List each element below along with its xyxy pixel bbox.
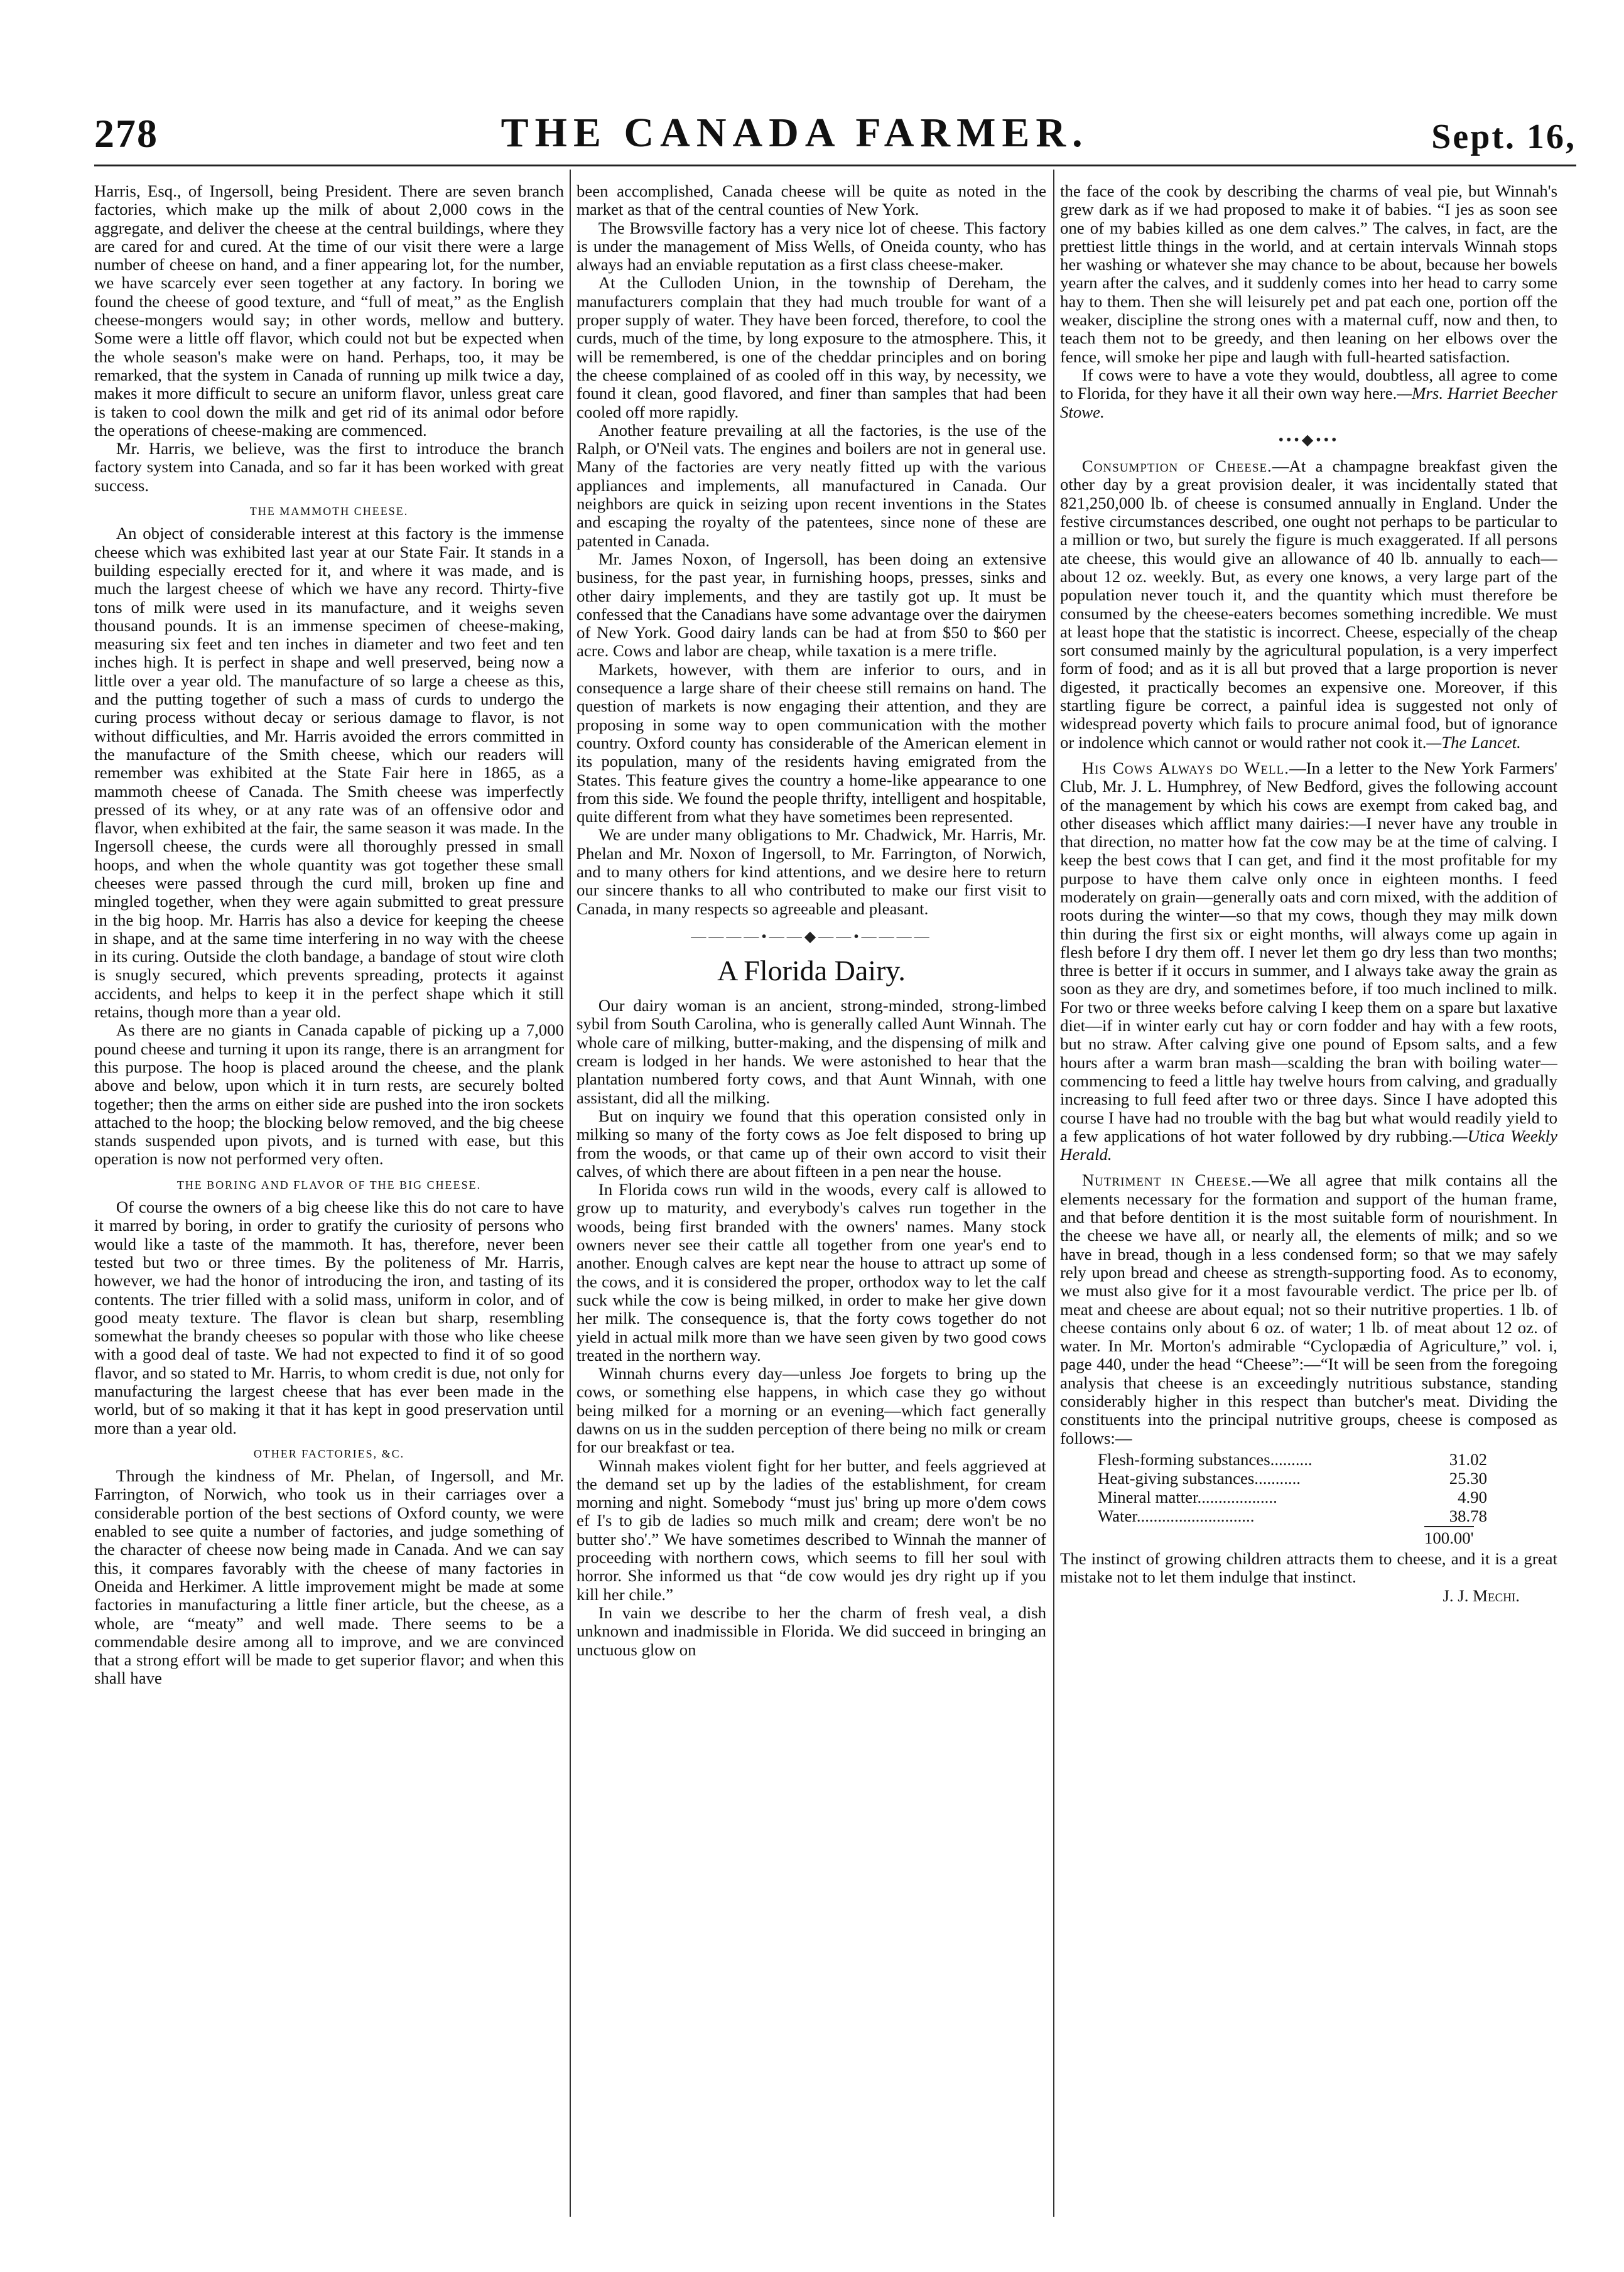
article-paragraph: Through the kindness of Mr. Phelan, of Ingersoll, and Mr. Farrington, of Norwich, who took us in their carriages over a considerable portion of the best sections of Oxford county, we were enabled to see quite a number of factories, and judge something of the character of cheese now being made in Canada. And we can say this, it compares favorably with the cheese of many factories in Oneida and Herkimer. A little improvement might be made at some factories in manufacturing a little finer article, but the cheese, as a whole, are “meaty” and well made. There seems to be a commendable desire among all to improve, and we are convinced that a strong effort will be made to get superior flavor; and when this shall have (94, 1466, 564, 1688)
paragraph-text: —In a letter to the New York Farmers' Club, Mr. J. L. Humphrey, of New Bedford, gives the following account of the management by which his cows are exempt from caked bag, and other diseases which afflict many dairies:—I never have any trouble in that direction, no matter how fat the cow may be at the time of calving. I keep the best cows that I can get, and find it the most profitable for my purpose to have them calve only once in eighteen months. I feed moderately on grain—generally oats and corn mixed, with the addition of roots during the winter—so that my cows, though they may milk down thin during the first six or eight months, will always come up again in flesh before I dry them off. I never let them go dry less than two months; three is better if it occurs in summer, and I always take away the grain as soon as they are dry, and sometimes before, if too much inclined to milk. For two or three weeks before calving I keep them on a spare but laxative diet—if in winter early cut hay or corn fodder and hay with a few roots, but no straw. After calving give one pound of Epsom salts, and a few hours after a warm bran mash—scalding the bran with boiling water—commencing to feed a little hay twelve hours from calving, and gradually increasing to full feed after two or three days. Since I have adopted this course I have had no trouble with the bag but what would readily yield to a few applications of hot water followed by dry rubbing. (1060, 758, 1557, 1145)
article-paragraph (1060, 1171, 1557, 1447)
paragraph-text: —We all agree that milk contains all the elements necessary for the formation and support of the human frame, and that before dentition it is the most suitable form of nourishment. In the cheese we have all, or nearly all, the elements of milk; and so we have in bread, though in a less condensed form; so that we may safely rely upon bread and cheese as strength-supporting food. As to economy, we must also give for it a most favourable verdict. The price per lb. of meat and cheese are about equal; not so their nutritive properties. 1 lb. of cheese contains only about 6 oz. of water; 1 lb. of meat about 12 oz. of water. In Mr. Morton's admirable “Cyclopædia of Agriculture,” vol. i, page 440, under the head “Cheese”:—“It will be seen from the foregoing analysis that cheese is an exceedingly nutritious substance, standing considerably higher in this respect than butcher's meat. Dividing the constituents into the principal nutritive groups, cheese is composed as follows:— (1060, 1171, 1557, 1447)
table-row (1098, 1450, 1487, 1469)
article-paragraph: The Browsville factory has a very nice lot of cheese. This factory is under the management of Miss Wells, of Oneida county, who has always had an enviable reputation as a first class cheese-maker. (577, 218, 1046, 274)
table-row (1098, 1507, 1487, 1525)
article-paragraph: As there are no giants in Canada capable of picking up a 7,000 pound cheese and turning it upon its range, there is an arrangment for this purpose. The hoop is placed around the cheese, and the plank above and below, upon which it in turn rests, are securely bolted together; then the arms on either side are pushed into the iron sockets attached to the hoop; the blocking below removed, and the big cheese stands suspended upon pivots, and is turned with ease, but this operation is now not performed very often. (94, 1020, 564, 1169)
issue-date: Sept. 16, (1431, 117, 1576, 156)
signature: J. J. Mechi. (1443, 1586, 1520, 1605)
run-in-heading: His Cows Always do Well. (1081, 758, 1289, 777)
journal-title: THE CANADA FARMER. (501, 110, 1089, 156)
section-heading: THE MAMMOTH CHEESE. (249, 505, 409, 518)
section-heading: THE BORING AND FLAVOR OF THE BIG CHEESE. (176, 1178, 482, 1191)
article-paragraph (1060, 1550, 1557, 1587)
table-cell-label: Heat-giving substances........... (1098, 1468, 1301, 1488)
table-cell-value: 38.78 (1449, 1506, 1487, 1525)
table-cell-value: 31.02 (1449, 1449, 1487, 1469)
article-paragraph (1060, 366, 1557, 421)
table-total-value: 100.00' (1424, 1526, 1474, 1547)
paragraph-text: If cows were to have a vote they would, doubtless, all agree to come to Florida, for they have it all their own way here. (1060, 365, 1557, 403)
article-paragraph: Mr. James Noxon, of Ingersoll, has been doing an extensive business, for the past year, in furnishing hoops, presses, sinks and other dairy implements, and they are tastily got up. It must be confessed that the Canadians have some advantage over the dairymen of New York. Good dairy lands can be had at from $50 to $60 per acre. Cows and labor are cheap, while taxation is a mere trifle. (577, 549, 1046, 661)
nutrient-table (1098, 1450, 1487, 1525)
table-cell-value: 25.30 (1449, 1468, 1487, 1488)
article-paragraph: We are under many obligations to Mr. Chadwick, Mr. Harris, Mr. Phelan and Mr. Noxon of Ingersoll, to Mr. Farrington, of Norwich, and to many others for kind attentions, and we desire here to return our sincere thanks to all who contributed to make our first visit to Canada, in many respects so agreeable and pleasant. (577, 825, 1046, 918)
column-divider (570, 170, 571, 2217)
ornament-divider: •••◆••• (1278, 431, 1340, 448)
table-cell-label: Water............................ (1098, 1506, 1255, 1525)
column-2 (577, 182, 1046, 2214)
run-in-heading: Nutriment in Cheese. (1081, 1171, 1252, 1190)
column-3 (1060, 182, 1557, 2214)
article-paragraph (1060, 457, 1557, 752)
article-paragraph: the face of the cook by describing the charms of veal pie, but Winnah's grew dark as if we had proposed to make it of babies. “I jes as soon see one of my babies killed as one dem calves.” The calves, in fact, are the prettiest little things in the world, and at certain intervals Winnah stops her washing or whatever she may chance to be about, because her bowels yearn after the calves, and it suddenly comes into her head to carry some hay to them. Then she will leisurely pet and pat each one, portion off the weaker, discipline the strong ones with a maternal cuff, now and then, to teach them not to be greedy, and then leaning on her elbows over the fence, will smoke her pipe and laugh with full-hearted satisfaction. (1060, 182, 1557, 366)
signature-line (1060, 1587, 1557, 1605)
paragraph-text: —At a champagne breakfast given the other day by a great provision dealer, it was incidentally stated that 821,250,000 lb. of cheese is consumed annually in England. Under the festive circumstances described, one ought not perhaps to be particular to a million or two, but surely the figure is much exaggerated. If all persons ate cheese, this would give an allowance of 40 lb. annually to each—about 12 oz. weekly. But, as every one knows, a very large part of the population never touch it, and the quantity which must therefore be consumed by the cheese-eaters becomes something incredible. We must at least hope that the statistic is incorrect. Cheese, especially of the cheap sort consumed mainly by the agricultural population, is a very imperfect form of food; and as it is all but proved that a large proportion is never digested, it practically becomes an expensive one. Moreover, if this startling figure be correct, a painful idea is suggested not only of widespread poverty which fails to procure animal food, but of ignorance or indolence which cannot or would rather not cook it. (1060, 457, 1557, 752)
page-header (94, 107, 1576, 157)
article-title: A Florida Dairy. (717, 955, 906, 987)
page-number: 278 (94, 111, 158, 156)
table-row (1098, 1488, 1487, 1507)
article-paragraph: Mr. Harris, we believe, was the first to introduce the branch factory system into Canada, and so far it has been worked with great success. (94, 439, 564, 495)
article-paragraph: At the Culloden Union, in the township of Dereham, the manufacturers complain that they had much trouble for want of a proper supply of water. They have been forced, therefore, to cool the curds, much of the time, by long exposure to the atmosphere. This, it will be remembered, is one of the cheddar principles and on boring the cheese complained of as cooled off in this way, by necessity, we found it clean, good flavored, and finer than samples that had been cooled off more rapidly. (577, 273, 1046, 421)
article-paragraph: been accomplished, Canada cheese will be quite as noted in the market as that of the central counties of New York. (577, 182, 1046, 219)
table-cell-value: 4.90 (1458, 1487, 1487, 1507)
article-paragraph: Harris, Esq., of Ingersoll, being President. There are seven branch factories, which make up the milk of about 2,000 cows in the aggregate, and deliver the cheese at the central buildings, where they are cared for and cured. At the time of our visit there were a large number of cheese on hand, and a finer appearing lot, for the number, we have scarcely ever seen together at any factory. In boring we found the cheese of good texture, and “full of meat,” as the English cheese-mongers would say; in other words, mellow and buttery. Some were a little off flavor, which could not but be expected when the whole season's make were on hand. Perhaps, too, it may be remarked, that the system in Canada of running up milk twice a day, makes it more difficult to secure an uniform flavor, unless great care is taken to cool down the milk and get rid of its animal odor before the operations of cheese-making are commenced. (94, 182, 564, 440)
attribution: —Mrs. Harriet Beecher Stowe. (1060, 384, 1557, 421)
article-paragraph: But on inquiry we found that this operation consisted only in milking so many of the forty cows as Joe felt disposed to bring up from the woods, or that came up of their own accord to visit their calves, of which there are about fifteen in a pen near the house. (577, 1106, 1046, 1181)
table-row (1098, 1469, 1487, 1488)
column-divider (1053, 170, 1054, 2217)
column-1 (94, 182, 564, 2214)
article-paragraph: In Florida cows run wild in the woods, every calf is allowed to grow up to maturity, and everybody's calves run together in the woods, being first branded with the owners' names. Many stock owners never see their cattle all together from one year's end to another. Enough calves are kept near the house to attract up some of the cows, and it is considered the proper, orthodox way to let the calf suck while the cow is being milked, in order to make her give down her milk. The consequence is, that the forty cows together do not yield in actual milk more than we have seen given by two good cows treated in the northern way. (577, 1180, 1046, 1365)
paragraph-text: The instinct of growing children attracts them to cheese, and it is a great mistake not to let them indulge that instinct. (1060, 1549, 1557, 1587)
article-paragraph: Winnah makes violent fight for her butter, and feels aggrieved at the demand set up by the ladies of the establishment, for cream morning and night. Somebody “must jus' bring up more o'dem cows ef I's to gib de ladies so much milk and cream; dere won't be no butter sho'.” We have sometimes described to Winnah the manner of proceeding with northern cows, which seems to fill her soul with horror. She informed us that “de cow would jes dry right up if you kill her chile.” (577, 1456, 1046, 1604)
section-heading: OTHER FACTORIES, &C. (253, 1447, 405, 1460)
article-paragraph: Our dairy woman is an ancient, strong-minded, strong-limbed sybil from South Carolina, who is generally called Aunt Winnah. The whole care of milking, butter-making, and the dispensing of milk and cream is lodged in her hands. We were astonished to hear that the plantation numbered forty cows, and that Aunt Winnah, with one assistant, did all the milking. (577, 996, 1046, 1107)
attribution: —Utica Weekly Herald. (1060, 1126, 1557, 1164)
table-cell-label: Flesh-forming substances.......... (1098, 1449, 1313, 1469)
article-paragraph: Markets, however, with them are inferior to ours, and in consequence a large share of their cheese still remains on hand. The question of markets is now engaging their attention, and they are proposing in some way to open communication with the mother country. Oxford county has considerable of the American element in its population, many of the residents having emigrated from the States. This feature gives the country a home-like appearance to one from this side. We found the people thrifty, intelligent and hospitable, quite different from what they have sometimes been represented. (577, 659, 1046, 826)
run-in-heading: Consumption of Cheese. (1081, 457, 1272, 476)
article-paragraph (1060, 759, 1557, 1164)
header-rule (94, 165, 1576, 166)
article-paragraph: Of course the owners of a big cheese like this do not care to have it marred by boring, in order to gratify the curiosity of persons who would like a taste of the mammoth. It has, therefore, never been tested but two or three times. By the politeness of Mr. Harris, however, we had the honor of introducing the iron, and tasting of its contents. The trier filled with a solid mass, uniform in color, and of good meaty texture. The flavor is clean but sharp, resembling somewhat the brandy cheeses so popular with those who like cheese with a good deal of taste. We had not expected to find it of so good flavor, and so stated to Mr. Harris, to whom credit is due, not only for manufacturing the largest cheese that has ever been made in the world, but of so making it that it has kept in good preservation until more than a year old. (94, 1198, 564, 1437)
article-paragraph: An object of considerable interest at this factory is the immense cheese which was exhibited last year at our State Fair. It stands in a building especially erected for it, and where it was made, and is much the largest cheese of which we have any record. Thirty-five tons of milk were used in its manufacture, and it weighs seven thousand pounds. It is an immense specimen of cheese-making, measuring six feet and ten inches in diameter and two feet and ten inches high. It is perfect in shape and well preserved, being now a little over a year old. The manufacture of so large a cheese as this, and the putting together of such a mass of curds to undergo the curing process without decay or serious damage to flavor, is not without difficulties, and Mr. Harris avoided the errors committed in the manufacture of the Smith cheese, which our readers will remember was exhibited at the State Fair here in 1865, as a mammoth cheese of Canada. The Smith cheese was imperfectly pressed of its whey, or at any rate was of an offensive odor and flavor, when exhibited at the fair, the same season it was made. In the Ingersoll cheese, the curds were all thoroughly pressed in small hoops, and when the whole quantity was got together these small cheeses were passed through the curd mill, broken up fine and mingled together, when they were again submitted to great pressure in the big hoop. Mr. Harris has also a device for keeping the cheese in shape, and at the same time interfering in no way with the cheese in its curing. Outside the cloth bandage, a bandage of stout wire cloth is snugly secured, which prevents spreading, protects it against accidents, and helps to keep it in the perfect shape which it still retains, though more than a year old. (94, 524, 564, 1022)
article-paragraph: In vain we describe to her the charm of fresh veal, a dish unknown and inadmissible in Florida. We did succeed in bringing an unctuous glow on (577, 1603, 1046, 1659)
article-paragraph: Another feature prevailing at all the factories, is the use of the Ralph, or O'Neil vats. The engines and boilers are not in general use. Many of the factories are very neatly fitted up with the various appliances and implements, all manufactured in Canada. Our neighbors are quick in seizing upon recent inventions in the States and escaping the royalty of the patentees, since none of these are patented in Canada. (577, 420, 1046, 550)
table-cell-label: Mineral matter................... (1098, 1487, 1277, 1507)
ornament-divider: ————•——◆——•———— (691, 928, 932, 945)
table-total (1060, 1529, 1557, 1547)
attribution: —The Lancet. (1426, 732, 1521, 752)
article-paragraph: Winnah churns every day—unless Joe forgets to bring up the cows, or something else happens, in which case they go without being milked for a morning or an evening—which fact generally dawns on us in the sudden perception of there being no milk or cream for our breakfast or tea. (577, 1364, 1046, 1457)
